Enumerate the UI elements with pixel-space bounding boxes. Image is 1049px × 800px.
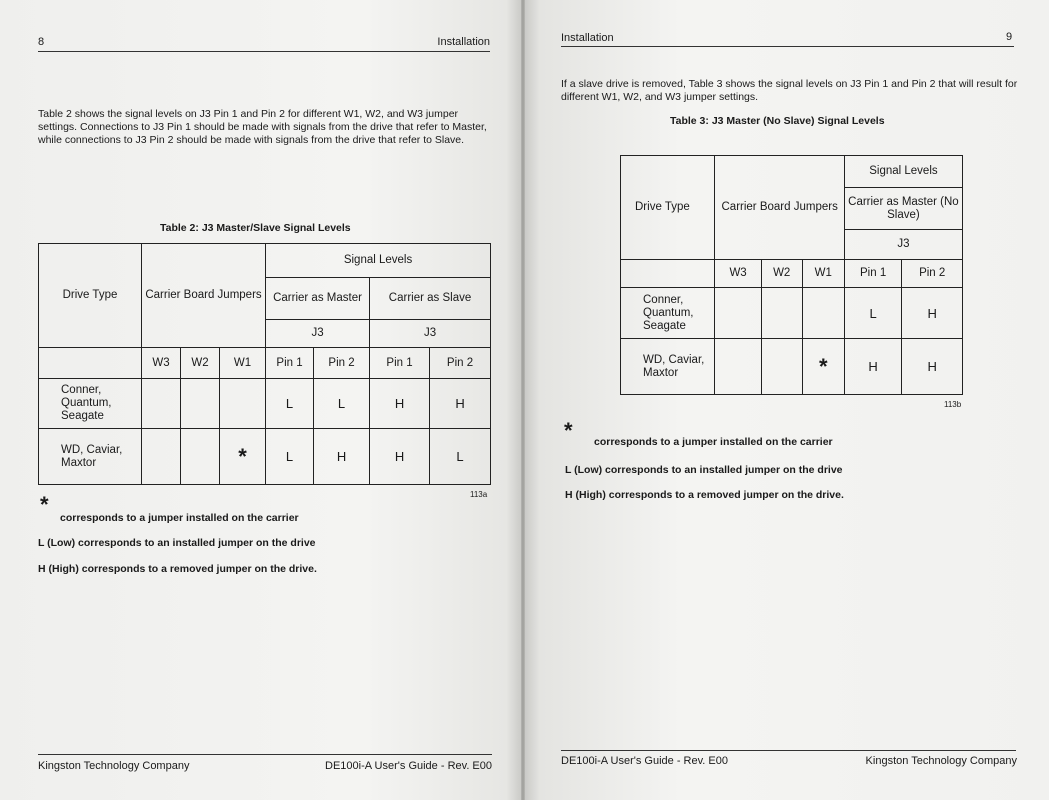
master-pin2-value: L bbox=[314, 379, 370, 429]
intro-paragraph: If a slave drive is removed, Table 3 shows the signal levels on J3 Pin 1 and Pin 2 that will result for different W1, W2, and W3 jumper settings. bbox=[561, 78, 1018, 104]
drive-name: WD, Caviar, Maxtor bbox=[621, 339, 715, 395]
w3-header: W3 bbox=[715, 260, 761, 288]
pin2-master-header: Pin 2 bbox=[314, 348, 370, 379]
w2-cell bbox=[181, 429, 220, 485]
note-asterisk: corresponds to a jumper installed on the carrier bbox=[594, 436, 833, 448]
pin2-value: H bbox=[902, 339, 963, 395]
table-row bbox=[39, 379, 491, 429]
drive-name: WD, Caviar, Maxtor bbox=[39, 429, 142, 485]
w2-cell bbox=[181, 379, 220, 429]
slave-pin1-value: H bbox=[370, 429, 430, 485]
w2-cell bbox=[761, 339, 802, 395]
w1-jumper-asterisk: * bbox=[802, 339, 844, 395]
note-asterisk: corresponds to a jumper installed on the carrier bbox=[60, 512, 299, 524]
pin2-value: H bbox=[902, 288, 963, 339]
table-caption: Table 3: J3 Master (No Slave) Signal Levels bbox=[670, 115, 885, 127]
footer-company: Kingston Technology Company bbox=[865, 755, 1017, 767]
w3-cell bbox=[142, 429, 181, 485]
signal-levels-header: Signal Levels bbox=[266, 244, 491, 278]
intro-paragraph: Table 2 shows the signal levels on J3 Pin 1 and Pin 2 for different W1, W2, and W3 jumper settings. Connections to J3 Pin 1 should be made with signals from the drive that refer to Master, while connections to J3 Pin 2 should be made with signals from the drive that refer to Slave. bbox=[38, 108, 487, 147]
pin1-value: L bbox=[844, 288, 902, 339]
pin1-value: H bbox=[844, 339, 902, 395]
pin1-slave-header: Pin 1 bbox=[370, 348, 430, 379]
note-high: H (High) corresponds to a removed jumper on the drive. bbox=[565, 489, 844, 501]
figure-tag: 113b bbox=[944, 400, 962, 409]
master-pin1-value: L bbox=[266, 429, 314, 485]
header-rule bbox=[38, 51, 490, 52]
w2-header: W2 bbox=[761, 260, 802, 288]
drive-name: Conner, Quantum, Seagate bbox=[39, 379, 142, 429]
note-high: H (High) corresponds to a removed jumper on the drive. bbox=[38, 563, 317, 575]
asterisk-symbol: * bbox=[40, 492, 49, 517]
table-row bbox=[39, 429, 491, 485]
master-pin2-value: H bbox=[314, 429, 370, 485]
carrier-as-master-header: Carrier as Master (No Slave) bbox=[844, 188, 962, 230]
drive-name: Conner, Quantum, Seagate bbox=[621, 288, 715, 339]
w3-cell bbox=[142, 379, 181, 429]
w3-cell bbox=[715, 339, 761, 395]
carrier-board-jumpers-header: Carrier Board Jumpers bbox=[142, 244, 266, 348]
section-title: Installation bbox=[437, 36, 490, 48]
carrier-as-master-header: Carrier as Master bbox=[266, 278, 370, 320]
w1-header: W1 bbox=[802, 260, 844, 288]
w3-cell bbox=[715, 288, 761, 339]
note-low: L (Low) corresponds to an installed jumper on the drive bbox=[565, 464, 843, 476]
footer-document: DE100i-A User's Guide - Rev. E00 bbox=[325, 760, 492, 772]
carrier-as-slave-header: Carrier as Slave bbox=[370, 278, 491, 320]
header-rule bbox=[561, 46, 1014, 47]
section-title: Installation bbox=[561, 32, 614, 44]
j3-master-header: J3 bbox=[266, 320, 370, 348]
slave-pin2-value: L bbox=[430, 429, 491, 485]
table-caption: Table 2: J3 Master/Slave Signal Levels bbox=[160, 222, 351, 234]
w2-header: W2 bbox=[181, 348, 220, 379]
pin2-header: Pin 2 bbox=[902, 260, 963, 288]
book-spine bbox=[521, 0, 525, 800]
signal-levels-table bbox=[38, 243, 491, 485]
asterisk-symbol: * bbox=[564, 418, 573, 443]
figure-tag: 113a bbox=[470, 490, 488, 499]
footer-document: DE100i-A User's Guide - Rev. E00 bbox=[561, 755, 728, 767]
note-low: L (Low) corresponds to an installed jumper on the drive bbox=[38, 537, 316, 549]
w1-cell bbox=[220, 379, 266, 429]
pin2-slave-header: Pin 2 bbox=[430, 348, 491, 379]
page-number: 9 bbox=[1006, 31, 1013, 43]
left-page bbox=[0, 0, 522, 800]
page-number: 8 bbox=[38, 36, 45, 48]
w1-header: W1 bbox=[220, 348, 266, 379]
signal-levels-header: Signal Levels bbox=[844, 156, 962, 188]
w1-cell bbox=[802, 288, 844, 339]
j3-slave-header: J3 bbox=[370, 320, 491, 348]
signal-levels-table bbox=[620, 155, 963, 395]
footer-company: Kingston Technology Company bbox=[38, 760, 190, 772]
drive-type-header: Drive Type bbox=[621, 156, 715, 260]
slave-pin1-value: H bbox=[370, 379, 430, 429]
pin1-header: Pin 1 bbox=[844, 260, 902, 288]
w3-header: W3 bbox=[142, 348, 181, 379]
drive-type-header: Drive Type bbox=[39, 244, 142, 348]
j3-header: J3 bbox=[844, 230, 962, 260]
master-pin1-value: L bbox=[266, 379, 314, 429]
carrier-board-jumpers-header: Carrier Board Jumpers bbox=[715, 156, 844, 260]
table-row bbox=[621, 339, 963, 395]
pin1-master-header: Pin 1 bbox=[266, 348, 314, 379]
footer-rule bbox=[561, 750, 1016, 751]
table-row bbox=[621, 288, 963, 339]
slave-pin2-value: H bbox=[430, 379, 491, 429]
w2-cell bbox=[761, 288, 802, 339]
footer-rule bbox=[38, 754, 492, 755]
right-page bbox=[524, 0, 1049, 800]
w1-jumper-asterisk: * bbox=[220, 429, 266, 485]
